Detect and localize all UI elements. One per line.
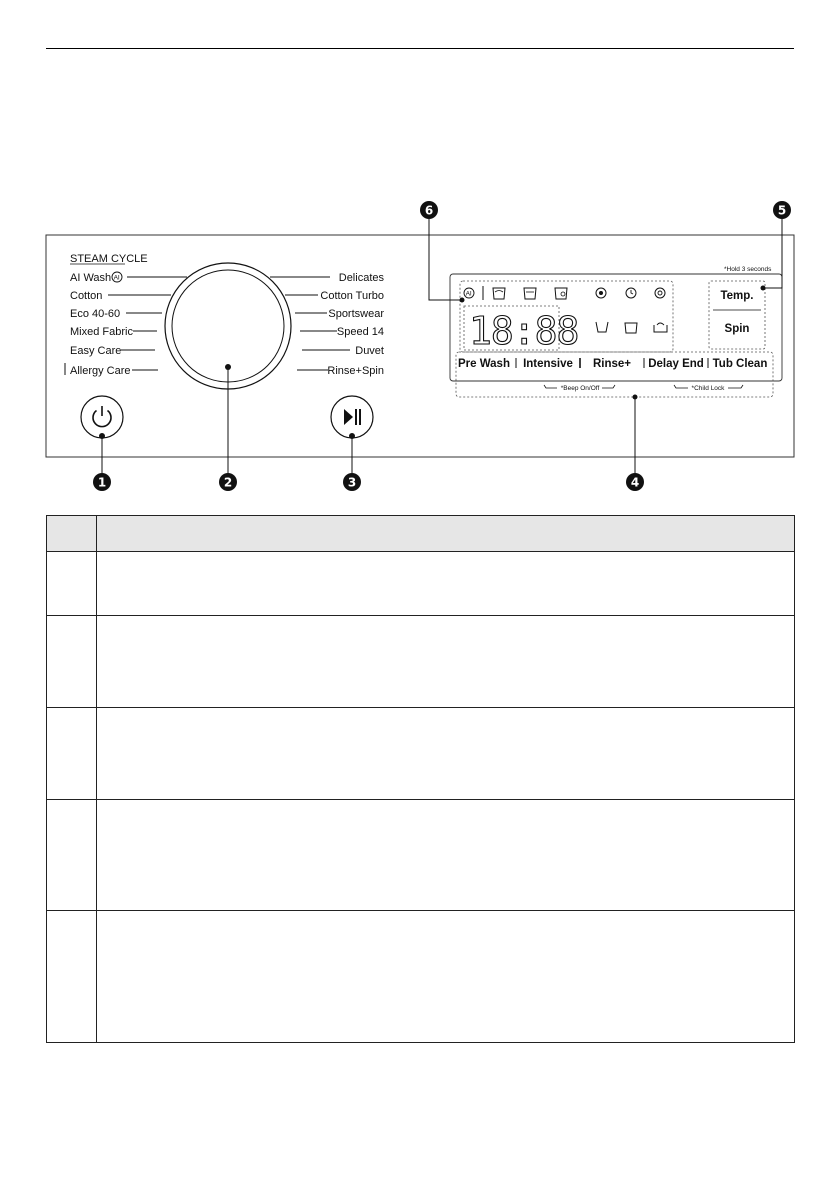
callout-badge-3	[343, 473, 361, 491]
table-header-number-cell	[47, 516, 97, 552]
svg-text:18:88: 18:88	[469, 309, 579, 353]
callout-badge-1	[93, 473, 111, 491]
callout-badge-5	[773, 201, 791, 219]
table-row	[47, 911, 795, 1043]
program-mixed-fabric[interactable]: Mixed Fabric	[70, 326, 133, 338]
program-delicates[interactable]: Delicates	[338, 272, 384, 284]
wash-steam-icon	[493, 288, 505, 299]
program-eco-40-60[interactable]: Eco 40-60	[70, 308, 121, 320]
control-panel-diagram	[0, 0, 840, 500]
callout-badge-6	[420, 201, 438, 219]
program-duvet[interactable]: Duvet	[355, 345, 384, 357]
intensive-button[interactable]: Intensive	[523, 358, 573, 370]
program-sportswear[interactable]: Sportswear	[328, 308, 384, 320]
rinse-plus-button[interactable]: Rinse+	[592, 358, 632, 370]
table-row	[47, 616, 795, 708]
svg-text:3: 3	[347, 475, 357, 490]
child-lock-bracket-left	[674, 385, 688, 388]
callout-badge-2	[219, 473, 237, 491]
beep-on-off-label: *Beep On/Off	[560, 385, 600, 392]
svg-text:6: 6	[424, 203, 434, 218]
table-row	[47, 800, 795, 911]
delay-end-button[interactable]: Delay End	[648, 358, 704, 370]
program-cotton[interactable]: Cotton	[70, 290, 103, 302]
pre-wash-button[interactable]: Pre Wash	[458, 358, 510, 370]
beep-bracket-right	[602, 385, 615, 388]
hold-3-seconds-note: *Hold 3 seconds	[724, 266, 772, 273]
ai-indicator-icon	[464, 288, 474, 298]
temp-button[interactable]: Temp.	[720, 290, 754, 302]
shirt-steam-icon	[524, 288, 536, 299]
wifi-remote-icon	[596, 288, 606, 298]
rinse-tub-icon	[555, 288, 567, 299]
tub-clean-button[interactable]: Tub Clean	[712, 358, 768, 370]
program-easy-care[interactable]: Easy Care	[70, 345, 122, 357]
spin-stage-icon	[654, 323, 667, 332]
time-display-digits	[464, 306, 578, 353]
wash-stage-icon	[596, 322, 608, 332]
svg-text:5: 5	[777, 203, 787, 218]
child-lock-label: *Child Lock	[691, 385, 725, 392]
table-row	[47, 708, 795, 800]
control-panel-outline	[46, 235, 794, 457]
callout-badge-4	[626, 473, 644, 491]
table-row	[47, 552, 795, 616]
svg-text:2: 2	[223, 475, 233, 490]
ai-wash-icon	[112, 272, 122, 282]
program-cotton-turbo[interactable]: Cotton Turbo	[320, 290, 384, 302]
program-rinse-spin[interactable]: Rinse+Spin	[327, 365, 384, 377]
program-ai-wash[interactable]: AI Wash	[70, 272, 112, 284]
power-button[interactable]	[81, 396, 123, 439]
rinse-stage-icon	[625, 323, 637, 333]
start-pause-button[interactable]	[331, 396, 373, 439]
clock-icon	[626, 288, 636, 298]
tub-clean-icon	[655, 288, 665, 298]
svg-text:AI: AI	[465, 290, 472, 298]
program-allergy-care[interactable]: Allergy Care	[70, 365, 131, 377]
svg-text:AI: AI	[113, 274, 120, 282]
beep-bracket-left	[544, 385, 557, 388]
table-header-row	[47, 516, 795, 552]
svg-text:4: 4	[630, 475, 640, 490]
callout-line-5	[763, 219, 782, 288]
callout-line-6	[429, 219, 462, 300]
description-table	[46, 515, 795, 1043]
table-header-description-cell	[97, 516, 795, 552]
steam-cycle-header: STEAM CYCLE	[70, 253, 148, 265]
svg-text:1: 1	[97, 475, 107, 490]
child-lock-bracket-right	[728, 385, 743, 388]
program-speed-14[interactable]: Speed 14	[336, 326, 384, 338]
spin-button[interactable]: Spin	[724, 323, 750, 335]
